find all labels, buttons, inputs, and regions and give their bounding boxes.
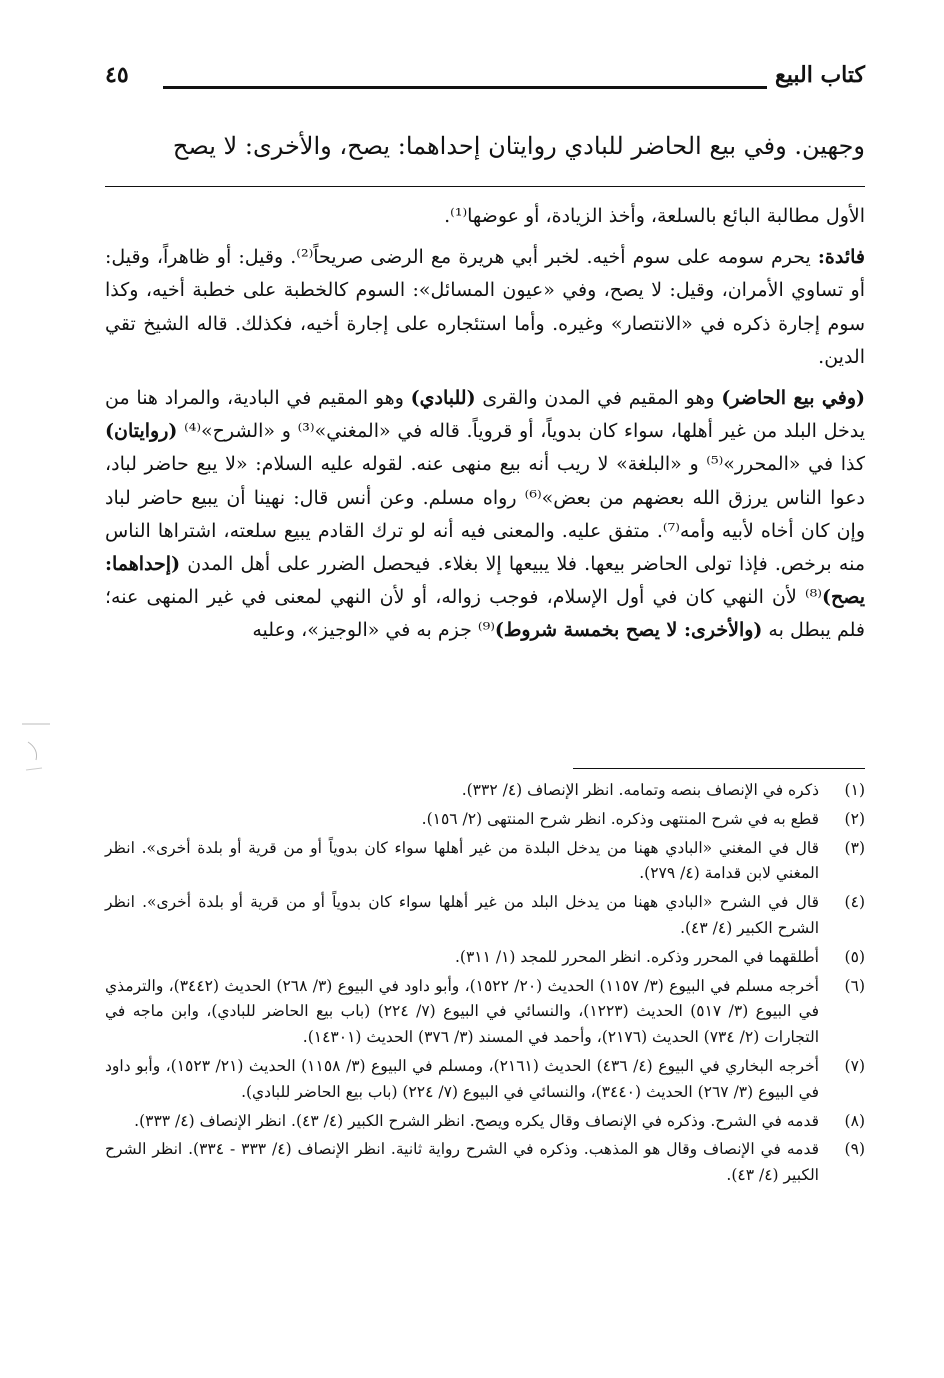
footnote-separator [573, 768, 865, 769]
footnote [105, 974, 865, 1051]
paragraph-2 [105, 241, 865, 374]
running-title: كتاب البيع [775, 62, 865, 88]
footnote [105, 945, 865, 971]
footnote-number: (٨) [844, 1111, 865, 1130]
footnote-number: (١) [844, 781, 865, 799]
margin-pencil-marks [18, 720, 58, 800]
commentary-body [105, 200, 865, 656]
matn-quote-5: (والأخرى: لا يصح بخمسة شروط) [494, 619, 763, 642]
footnote-text: أخرجه البخاري في البيوع (٤/ ٤٣٦) الحديث (٢١٦١)، ومسلم في البيوع (٣/ ١١٥٨) الحديث (٢١/ ١٥٢٣)، وأبو داود في البيوع (٣/ ٢٦٧) الحديث (٣٤٤٠)، والنسائي في البيوع (٧/ ٢٢٤) (باب بيع الحاضر للبادي). [105, 1056, 819, 1101]
footnote-number: (٦) [844, 976, 865, 995]
paragraph-3 [105, 382, 865, 648]
sharh-text-5: ⁽⁹⁾ جزم به في «الوجيز»، وعليه [252, 619, 495, 642]
footnote-text: قدمه في الشرح. وذكره في الإنصاف وقال يكره ويصح. انظر الشرح الكبير (٤/ ٤٣). انظر الإنصاف (٤/ ٣٣٣). [134, 1111, 819, 1130]
footnote-number: (٢) [844, 809, 865, 828]
footnote-text: ذكره في الإنصاف بنصه وتمامه. انظر الإنصاف (٤/ ٣٣٢). [461, 781, 819, 799]
faida-label: فائدة: [817, 246, 865, 269]
matn-text: وجهين. وفي بيع الحاضر للبادي روايتان إحداهما: يصح، والأخرى: لا يصح [172, 132, 865, 160]
footnote-text: قال في المغني «البادي ههنا من يدخل البلدة من غير أهلها سواء كان بدوياً أو من قرية أو بلدة أخرى». انظر المغني لابن قدامة (٤/ ٢٧٩). [105, 838, 819, 883]
footnote [105, 778, 865, 804]
page-number: ٤٥ [105, 62, 129, 88]
footnotes [105, 778, 865, 1192]
sharh-text-1: وهو المقيم في المدن والقرى [475, 387, 722, 410]
sharh-text-4: ⁽⁸⁾ لأن النهي كان في أول الإسلام، فوجب زواله، أو لأن النهي لمعنى في غير المنهى عنه؛ فلم يبطل به [105, 586, 865, 642]
matn-quote-3: (روايتان) [105, 420, 178, 443]
footnote-number: (٧) [844, 1056, 865, 1075]
matn-quote-2: (للبادي) [410, 387, 476, 410]
header-rule [163, 86, 767, 89]
footnote-text: أخرجه مسلم في البيوع (٣/ ١١٥٧) الحديث (٢٠/ ١٥٢٢)، وأبو داود في البيوع (٣/ ٢٦٨) الحديث (٣٤٤٢)، والترمذي في البيوع (٣/ ٥١٧) الحديث (١٢٢٣)، والنسائي في البيوع (٧/ ٢٢٤) (باب بيع الحاضر للبادي)، وابن ماجه في التجارات (٢/ ٧٣٤) الحديث (٢١٧٦)، وأحمد في المسند (٣/ ٣٧٦) الحديث (١٤٣٠١). [105, 976, 820, 1047]
footnote-text: قال في الشرح «البادي ههنا من يدخل البلد من غير أهلها سواء كان بدوياً أو من قرية أو بلدة أخرى». انظر الشرح الكبير (٤/ ٤٣). [105, 893, 819, 937]
footnote [105, 1137, 865, 1189]
footnote [105, 1109, 865, 1135]
footnote [105, 890, 865, 942]
footnote-number: (٥) [844, 947, 865, 966]
sharh-text-3: كذا في «المحرر»⁽⁵⁾ و «البلغة» لا ريب أنه بيع منهى عنه. لقوله عليه السلام: «لا يبع حاضر لباد، دعوا الناس يرزق الله بعضهم من بعض»⁽⁶⁾ رواه مسلم. وعن أنس قال: نهينا أن يبيع حاضر لباد وإن كان أخاه لأبيه وأمه⁽⁷⁾. متفق عليه. والمعنى فيه أنه لو ترك القادم يبيع سلعته، اشتراها الناس منه برخص. فإذا تولى الحاضر بيعها. فلا يبيعها إلا بغلاء. فيحصل الضرر على أهل المدن [105, 453, 865, 576]
matn-separator [105, 186, 865, 187]
footnote-text: قدمه في الإنصاف وقال هو المذهب. وذكره في الشرح رواية ثانية. انظر الإنصاف (٤/ ٣٣٣ - ٣٣٤). انظر الشرح الكبير (٤/ ٤٣). [105, 1140, 819, 1185]
matn-quote-1: (وفي بيع الحاضر) [721, 387, 865, 410]
paragraph-1: الأول مطالبة البائع بالسلعة، وأخذ الزيادة، أو عوضها⁽¹⁾. [444, 205, 865, 227]
footnote-number: (٤) [844, 893, 865, 912]
footnote-number: (٩) [844, 1140, 865, 1159]
footnote [105, 807, 865, 833]
footnote-text: قطع به في شرح المنتهى وذكره. انظر شرح المنتهى (٢/ ١٥٦). [421, 809, 819, 828]
sharh-text-2: وهو المقيم في البادية، والمراد هنا من يدخل البلد من غير أهلها، سواء كان بدوياً، أو قروياً. قاله في «المغني»⁽³⁾ و «الشرح»⁽⁴⁾ [105, 387, 865, 443]
footnote-number: (٣) [844, 838, 865, 857]
page-header [105, 58, 865, 94]
footnote [105, 836, 865, 888]
matn-quote-4: (إحداهما: يصح) [105, 553, 865, 609]
footnote [105, 1054, 865, 1106]
faida-text: يحرم سومه على سوم أخيه. لخبر أبي هريرة مع الرضى صريحاً⁽²⁾. وقيل: أو ظاهراً، وقيل: أو تساوي الأمران، وقيل: لا يصح، وفي «عيون المسائل»: السوم كالخطبة على خطبة أخيه، وكذا سوم إجارة ذكره في «الانتصار» وغيره. وأما استئجاره على إجارة أخيه، فكذلك. قاله الشيخ تقي الدين. [105, 246, 865, 368]
footnote-text: أطلقهما في المحرر وذكره. انظر المحرر للمجد (١/ ٣١١). [454, 947, 819, 966]
